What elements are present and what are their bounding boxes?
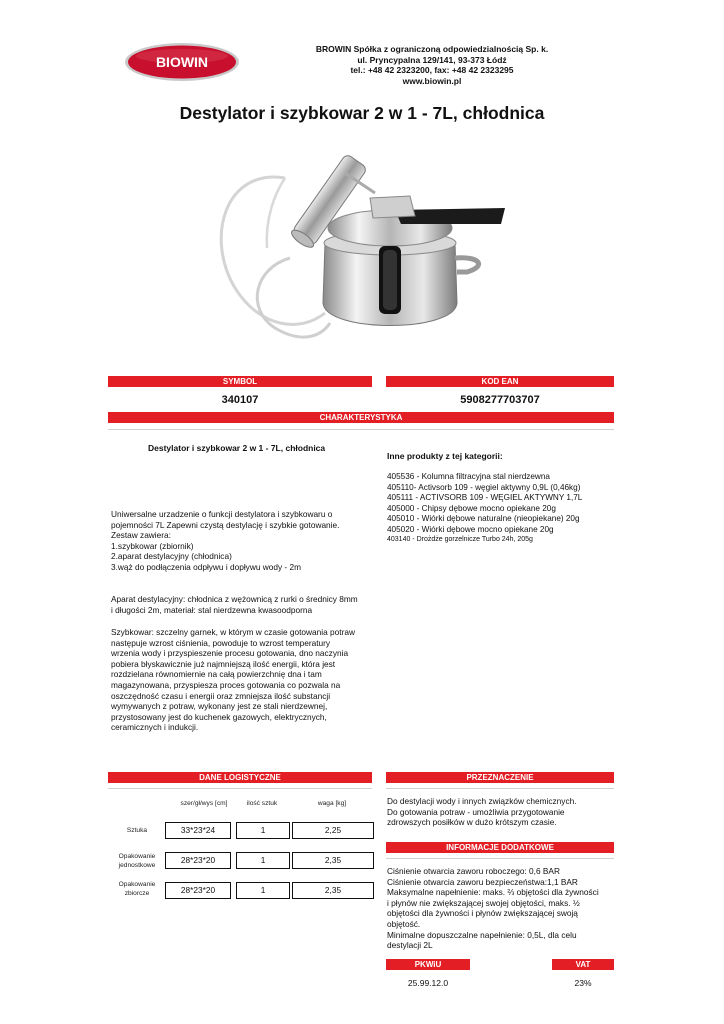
divider xyxy=(386,858,614,859)
additional-line: i płynów nie zwiększającej swojej objętości, maks. ½ xyxy=(387,897,580,908)
company-info xyxy=(262,44,602,86)
qty-cell: 1 xyxy=(236,882,290,899)
symbol-value: 340107 xyxy=(221,394,259,406)
col-header-weight: waga [kg] xyxy=(317,800,347,807)
description-line: następuje wzrost ciśnienia, powoduje to wzrost temperatury xyxy=(111,637,331,648)
company-address: ul. Pryncypalna 129/141, 93-373 Łódź xyxy=(357,54,507,65)
col-header-dims: szer/gł/wys [cm] xyxy=(180,800,228,807)
logistics-header: DANE LOGISTYCZNE xyxy=(108,772,372,783)
description-line: pojemności 7L Zapewni czystą destylację i szybkie gotowanie. xyxy=(111,519,340,530)
purpose-line: Do destylacji wody i innych związków chemicznych. xyxy=(387,796,577,806)
weight-cell: 2,35 xyxy=(292,882,374,899)
additional-line: Maksymalne napełnienie: maks. ⅔ objętości dla żywności xyxy=(387,887,599,898)
additional-info-text xyxy=(387,866,619,951)
description-line: i długości 2m, materiał: stal nierdzewna kwasoodporna xyxy=(111,604,313,615)
weight-cell: 2,25 xyxy=(292,822,374,839)
description-line: oszczędność czasu i energii oraz zmniejsza ilość substancji xyxy=(111,690,331,701)
description-line: ceramicznych i indukcji. xyxy=(111,722,199,733)
description-line: Szybkowar: szczelny garnek, w którym w czasie gotowania potraw xyxy=(111,627,355,637)
qty-cell: 1 xyxy=(236,852,290,869)
characteristics-header: CHARAKTERYSTYKA xyxy=(108,412,614,423)
description-line: rozdzielana równomiernie na całą powierzchnię dna i tam xyxy=(111,669,322,680)
ean-header: KOD EAN xyxy=(386,376,614,387)
purpose-text xyxy=(387,796,617,828)
description-intro xyxy=(111,509,381,573)
product-photo xyxy=(205,148,505,363)
description-line: Uniwersalne urzadzenie o funkcji destylatora i szybkowaru o xyxy=(111,509,333,519)
pkwiu-value: 25.99.12.0 xyxy=(407,978,449,988)
company-phone: tel.: +48 42 2323200, fax: +48 42 2323295 xyxy=(350,65,514,75)
description-line: Zestaw zawiera: xyxy=(111,530,171,541)
description-line: wymywanych z potraw, wykonany jest ze stali nierdzewnej, xyxy=(111,701,328,712)
dims-cell: 28*23*20 xyxy=(165,852,231,869)
other-product-link[interactable]: 405111 - ACTIVSORB 109 - WĘGIEL AKTYWNY 1,7L xyxy=(387,493,583,502)
weight-cell: 2,35 xyxy=(292,852,374,869)
description-subtitle: Destylator i szybkowar 2 w 1 - 7L, chłodnica xyxy=(148,443,326,453)
page-title: Destylator i szybkowar 2 w 1 - 7L, chłodnica xyxy=(179,103,545,123)
vat-value: 23% xyxy=(574,978,592,988)
biowin-logo xyxy=(124,42,240,82)
description-line: 1.szybkowar (zbiornik) xyxy=(111,540,194,551)
description-aparat xyxy=(111,594,381,615)
row-label: Opakowanie zbiorcze xyxy=(118,881,156,897)
row-label: Opakowanie jednostkowe xyxy=(118,853,156,869)
description-line: 3.wąż do podłączenia odpływu i dopływu wody - 2m xyxy=(111,561,302,572)
additional-line: Ciśnienie otwarcia zaworu roboczego: 0,6 BAR xyxy=(387,866,560,876)
vat-header: VAT xyxy=(552,959,614,970)
description-line: wrzenia wody i przyspieszenie procesu gotowania, dno naczynia xyxy=(111,648,349,659)
other-products-heading: Inne produkty z tej kategorii: xyxy=(387,451,503,461)
additional-info-header: INFORMACJE DODATKOWE xyxy=(386,842,614,853)
other-product-link[interactable]: 405010 - Wiórki dębowe naturalne (nieopiekane) 20g xyxy=(387,514,580,523)
divider xyxy=(108,788,372,789)
description-szybkowar xyxy=(111,627,381,733)
additional-line: Minimalne dopuszczalne napełnienie: 0,5L, dla celu xyxy=(387,929,577,940)
pkwiu-header: PKWiU xyxy=(386,959,470,970)
additional-line: objętość. xyxy=(387,918,421,929)
qty-cell: 1 xyxy=(236,822,290,839)
other-product-link[interactable]: 403140 - Drożdże gorzelnicze Turbo 24h, 205g xyxy=(387,536,533,543)
logo-text: BIOWIN xyxy=(155,54,209,70)
col-header-qty: ilość sztuk xyxy=(246,800,278,807)
company-name: BROWIN Spółka z ograniczoną odpowiedzialnością Sp. k. xyxy=(315,44,549,54)
divider xyxy=(386,788,614,789)
other-product-link[interactable]: 405110- Activsorb 109 - węgiel aktywny 0,9L (0,46kg) xyxy=(387,482,581,492)
description-line: przystosowany jest do kuchenek gazowych, elektrycznych, xyxy=(111,711,327,722)
company-website[interactable]: www.biowin.pl xyxy=(402,75,462,86)
other-products-list xyxy=(387,472,617,546)
purpose-line: zdrowszych posiłków w dużo krótszym czasie. xyxy=(387,817,557,828)
description-line: pobiera błyskawicznie już najmniejszą ilość energii, która jest xyxy=(111,658,336,669)
ean-value: 5908277703707 xyxy=(460,394,540,406)
divider xyxy=(108,429,614,430)
description-line: 2.aparat destylacyjny (chłodnica) xyxy=(111,551,232,562)
symbol-header: SYMBOL xyxy=(108,376,372,387)
additional-line: objętości dla żywności i płynów zwiększającej swoją xyxy=(387,908,578,919)
purpose-header: PRZEZNACZENIE xyxy=(386,772,614,783)
additional-line: destylacji 2L xyxy=(387,940,433,951)
purpose-line: Do gotowania potraw - umożliwia przygotowanie xyxy=(387,806,565,817)
other-product-link[interactable]: 405536 - Kolumna filtracyjna stal nierdzewna xyxy=(387,472,550,481)
dims-cell: 28*23*20 xyxy=(165,882,231,899)
other-product-link[interactable]: 405000 - Chipsy dębowe mocno opiekane 20g xyxy=(387,503,556,513)
row-label: Sztuka xyxy=(126,827,148,834)
dims-cell: 33*23*24 xyxy=(165,822,231,839)
description-line: magazynowana, przyspiesza proces gotowania co pozwala na xyxy=(111,679,341,690)
additional-line: Ciśnienie otwarcia zaworu bezpieczeństwa:1,1 BAR xyxy=(387,876,578,887)
description-line: Aparat destylacyjny: chłodnica z wężownicą z rurki o średnicy 8mm xyxy=(111,594,358,604)
other-product-link[interactable]: 405020 - Wiórki dębowe mocno opiekane 20g xyxy=(387,524,554,534)
